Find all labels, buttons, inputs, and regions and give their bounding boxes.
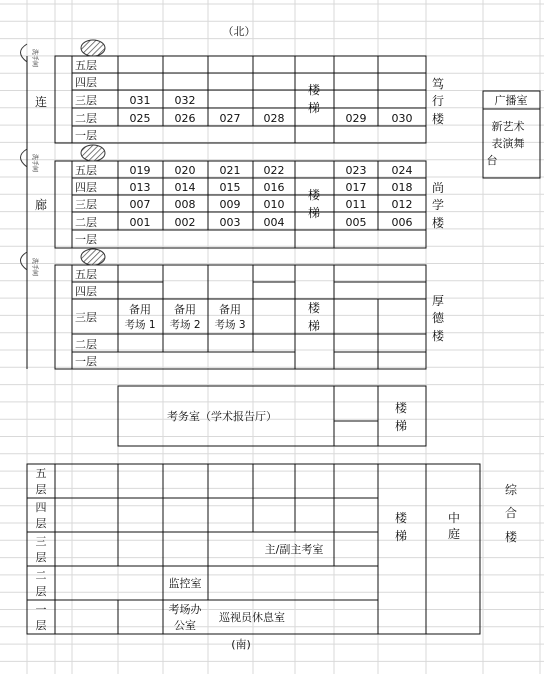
toilet-hatch-icon <box>81 249 105 265</box>
room-label: 026 <box>174 112 196 125</box>
floor-label: 五层 <box>75 164 97 177</box>
room-label: 029 <box>345 112 367 125</box>
building-name: 笃 <box>431 77 445 91</box>
building-name: 厚 <box>431 294 445 308</box>
stairs-label: 梯 <box>307 101 321 115</box>
building-name: 学 <box>431 198 445 212</box>
exam-office-label: 考务室（学术报告厅） <box>167 410 277 423</box>
toilet-hatch-icon <box>81 40 105 56</box>
room-label: 020 <box>174 164 196 177</box>
toilet-sign: 洗手间 <box>31 48 38 68</box>
stairs-label: 梯 <box>307 319 321 333</box>
room-label: 021 <box>219 164 241 177</box>
broadcast-body: 新艺术 <box>491 120 525 133</box>
room-label: 017 <box>345 181 367 194</box>
broadcast-title: 广播室 <box>494 94 528 107</box>
room-label: 030 <box>391 112 413 125</box>
building-1-outline <box>55 56 426 143</box>
building-name: 楼 <box>431 329 445 343</box>
stairs-label: 楼 <box>307 301 321 315</box>
floor-label: 四 <box>35 501 47 514</box>
floor-label: 五层 <box>75 268 97 281</box>
broadcast-body: 台 <box>486 154 498 167</box>
building-name: 楼 <box>431 216 445 230</box>
floor-label: 三层 <box>75 311 97 324</box>
toilet-arc-icon <box>21 44 28 62</box>
room-label: 009 <box>219 198 241 211</box>
corridor-label: 廊 <box>34 198 48 212</box>
spare-room-label: 备用 <box>174 303 196 316</box>
stairs-label: 楼 <box>394 511 408 525</box>
floor-label: 三层 <box>75 94 97 107</box>
stairs-label: 楼 <box>307 83 321 97</box>
room-label: 019 <box>129 164 151 177</box>
stairs-label: 楼 <box>394 401 408 415</box>
room-label: 006 <box>391 216 413 229</box>
spare-room-label: 考场 3 <box>214 319 246 331</box>
stairs-label: 梯 <box>394 419 408 433</box>
floor-label: 四层 <box>75 76 97 89</box>
floor-label: 五层 <box>75 59 97 72</box>
floor-label: 一层 <box>75 129 97 142</box>
floor-label: 三层 <box>75 198 97 211</box>
room-label: 007 <box>129 198 151 211</box>
corridor-label: 连 <box>34 95 48 109</box>
building-2-outline <box>55 161 426 248</box>
room-label: 028 <box>263 112 285 125</box>
building-name: 综 <box>504 483 518 497</box>
room-label: 025 <box>129 112 151 125</box>
toilet-sign: 洗手间 <box>31 153 38 173</box>
floor-label: 二层 <box>75 338 97 351</box>
room-label: 001 <box>129 216 151 229</box>
room-label: 013 <box>129 181 151 194</box>
building-name: 尚 <box>431 181 445 195</box>
spare-room-label: 备用 <box>129 303 151 316</box>
toilet-sign: 洗手间 <box>31 257 38 277</box>
building-name: 楼 <box>431 112 445 126</box>
floor-label: 二层 <box>75 216 97 229</box>
room-label: 011 <box>345 198 367 211</box>
north-label: （北） <box>222 25 256 38</box>
floor-label: 层 <box>35 619 47 632</box>
toilet-arc-icon <box>21 252 28 270</box>
floor-label: 五 <box>35 467 47 480</box>
floor-label: 层 <box>35 585 47 598</box>
room-label: 008 <box>174 198 196 211</box>
room-label: 018 <box>391 181 413 194</box>
floor-label: 二层 <box>75 112 97 125</box>
floor-label: 三 <box>35 535 47 548</box>
toilet-arc-icon <box>21 149 28 167</box>
courtyard-label: 庭 <box>447 527 461 541</box>
building-name: 行 <box>431 94 445 108</box>
floor-label: 四层 <box>75 285 97 298</box>
room-label: 022 <box>263 164 285 177</box>
floor-label: 层 <box>35 517 47 530</box>
south-label: (南) <box>231 638 251 651</box>
monitor-room: 监控室 <box>168 577 202 590</box>
building-name: 楼 <box>504 530 518 544</box>
toilet-hatch-icon <box>81 145 105 161</box>
stairs-label: 梯 <box>307 206 321 220</box>
floor-label: 一 <box>35 603 47 616</box>
floor-label: 层 <box>35 551 47 564</box>
floor-label: 一层 <box>75 355 97 368</box>
building-name: 合 <box>504 506 518 520</box>
building-name: 德 <box>431 311 445 325</box>
room-label: 012 <box>391 198 413 211</box>
room-label: 016 <box>263 181 285 194</box>
floor-label: 二 <box>35 569 47 582</box>
room-label: 005 <box>345 216 367 229</box>
room-label: 010 <box>263 198 285 211</box>
stairs-label: 楼 <box>307 188 321 202</box>
room-label: 003 <box>219 216 241 229</box>
room-label: 027 <box>219 112 241 125</box>
room-label: 023 <box>345 164 367 177</box>
room-label: 032 <box>174 94 196 107</box>
room-label: 002 <box>174 216 196 229</box>
spare-room-label: 考场 2 <box>169 319 201 331</box>
exam-office-room: 考场办 <box>168 603 202 616</box>
floor-label: 一层 <box>75 233 97 246</box>
building-3-outline <box>55 265 426 369</box>
room-label: 015 <box>219 181 241 194</box>
spare-room-label: 考场 1 <box>124 319 156 331</box>
floor-label: 四层 <box>75 181 97 194</box>
floor-label: 层 <box>35 483 47 496</box>
broadcast-body: 表演舞 <box>491 137 525 150</box>
exam-office-room: 公室 <box>174 619 196 632</box>
inspector-lounge: 巡视员休息室 <box>219 611 285 624</box>
room-label: 014 <box>174 181 196 194</box>
spare-room-label: 备用 <box>219 303 241 316</box>
courtyard-label: 中 <box>447 511 461 525</box>
room-label: 004 <box>263 216 285 229</box>
chief-examiner-room: 主/副主考室 <box>264 543 324 556</box>
stairs-label: 梯 <box>394 529 408 543</box>
room-label: 031 <box>129 94 151 107</box>
room-label: 024 <box>391 164 413 177</box>
